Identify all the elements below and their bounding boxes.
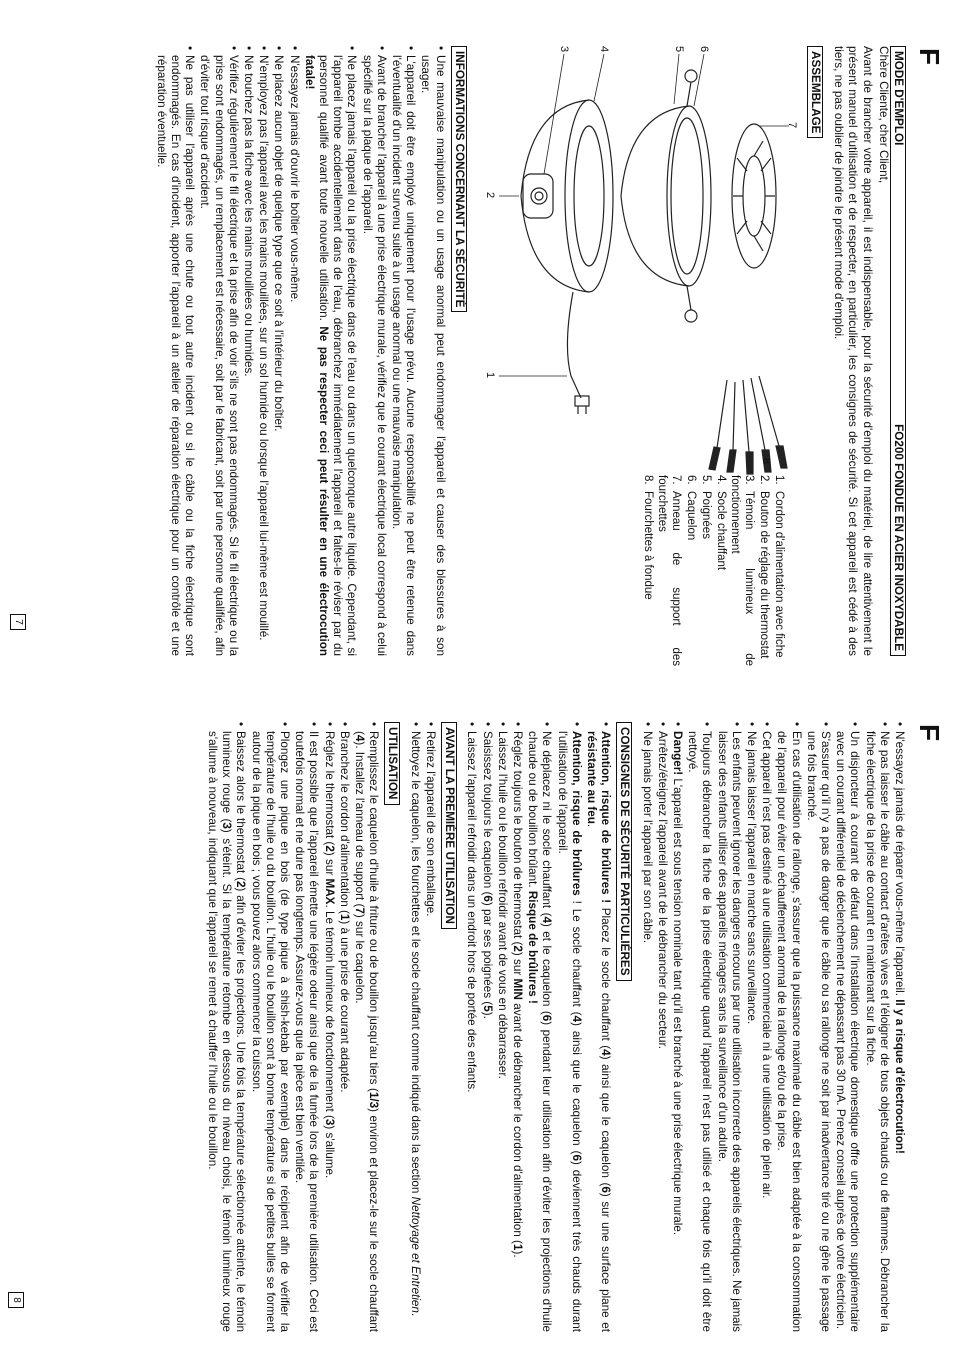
safety-warning-bold: Ne pas respecter ceci peut résulter en une électrocution fatale! — [302, 55, 330, 657]
safety-continued-list — [639, 722, 906, 1332]
safety-item: • Danger! L'appareil est sous tension nominale tant qu'il est branché à une prise électrique murale. — [670, 722, 684, 1332]
safety-item: • Cet appareil n'est pas destiné à une utilisation commerciale ni à une utilisation de plein air. — [759, 722, 773, 1332]
safety-item: • Un disjoncteur à courant de défaut dans l'installation électrique domestique offre une protection supplémentaire avec un courant différentiel de déclenchement ne dépassant pas 30 mA. Prenez conseil auprès de votre électricien. — [833, 722, 861, 1332]
first-use-item: • Retirez l'appareil de son emballage. — [423, 722, 437, 1332]
safety-item: • Avant de brancher l'appareil à une prise électrique murale, vérifiez que le courant électrique local correspond à celui spécifié sur la plaque de l'appareil. — [359, 46, 387, 656]
special-safety-list — [464, 722, 612, 1332]
callout-7: 7 — [785, 122, 798, 129]
safety-item: • Les enfants peuvent ignorer les dangers encourus par une utilisation incorrecte des appareils électriques. Ne jamais laisser des enfants utiliser des appareils ménagers sans la surveillance d'un adulte. — [714, 722, 742, 1332]
safety-item: • S'assurer qu'il n'y a pas de danger que le câble ou sa rallonge ne soit par inadvertance tiré ou ne gêne le passage une fois branché. — [804, 722, 832, 1332]
callout-2: 2 — [483, 192, 496, 199]
usage-item: • Plongez une pique en bois (de type pique à shish-kebab par exemple) dans le récipient afin de vérifier la température de l'huile ou du bouillon. L'huile ou le bouillon sont à bonne température si de petites bulles se forment autour de la pique en bois ; vous pouvez alors commencer la cuisson. — [248, 722, 291, 1332]
usage-item: • Baissez alors le thermostat (2) afin d'éviter les projections. Une fois la température sélectionnée atteinte, le témoin lumineux rouge (3) s'éteint. Si la température retombe en dessous du niveau choisi, le témoin lumineux rouge s'allume à nouveau, indiquant que l'appareil se remet à chauffer l'huile ou le bouillon. — [205, 722, 248, 1332]
safety-title: INFORMATIONS CONCERNANT LA SÉCURITÉ — [451, 46, 467, 312]
part-item: 4.Socle chauffant — [714, 475, 727, 571]
special-item: • Ne déplacez ni le socle chauffant (4) et le caquelon (6) pendant leur utilisation afin d'éviter les projections d'huile chaude ou de bouillon brûlant. Risque de brûlures ! — [525, 722, 553, 1332]
intro-greeting: Chère Cliente, cher Client, — [876, 46, 890, 184]
first-use-item: • Nettoyez le caquelon, les fourchettes et le socle chauffant comme indiqué dans la section Nettoyage et Entretien. — [408, 722, 422, 1332]
svg-text:F: F — [914, 724, 945, 742]
fork-ring-shape — [732, 124, 776, 268]
assembly-title: ASSEMBLAGE — [807, 46, 823, 138]
usage-title: UTILISATION — [384, 722, 400, 805]
usage-list — [205, 722, 380, 1332]
safety-item: • N'essayez jamais d'ouvrir le boîtier vous-même. — [286, 46, 300, 656]
safety-item: • Ne jamais laisser l'appareil en marche sans surveillance. — [744, 722, 758, 1332]
language-f-icon — [914, 46, 945, 72]
manual-header — [890, 46, 906, 656]
part-item: 2.Bouton de réglage du thermostat — [757, 475, 770, 659]
part-item: 3.Témoin lumineux de fonctionnement — [729, 475, 756, 666]
safety-item: • L'appareil doit être employé uniquement pour l'usage prévu. Aucune responsabilité ne peut être retenue dans l'éventualité d'un incident survenu suite à un usage anormal ou une mauvaise manipulation. — [389, 46, 417, 656]
safety-item: • Arrêtez/éteignez l'appareil avant de le débrancher du secteur. — [655, 722, 669, 1332]
page-7-content — [153, 46, 906, 666]
special-item: • Attention, risque de brûlures ! Placez le socle chauffant (4) ainsi que le caquelon (6) sur une surface plane et résistante au feu. — [584, 722, 612, 1332]
callout-4: 4 — [597, 46, 610, 53]
part-item: 6.Caquelon — [685, 475, 697, 541]
safety-item: • En cas d'utilisation de rallonge, s'assurer que la puissance maximale du câble est bien adaptée à la consommation de l'appareil pour éviter un échauffement anormal de la rallonge et/ou de la prise. — [774, 722, 802, 1332]
safety-item: • Ne placez jamais l'appareil ou la prise électrique dans de l'eau ou dans un quelconque autre liquide. Cependant, si l'appareil tombe accidentellement dans de l'eau, débranchez immédiatement l'appareil et faites-le réviser par du personnel qualifié avant toute nouvelle utilisation. Ne pas respecter ceci peut résulter en une électrocution fatale! — [302, 46, 359, 656]
part-item: 8.Fourchettes à fondue — [641, 475, 654, 600]
callout-3: 3 — [557, 46, 570, 53]
safety-item: • Une mauvaise manipulation ou un usage anormal peut endommager l'appareil et causer des blessures à son usager. — [418, 46, 446, 656]
usage-item: • Remplissez le caquelon d'huile à friture ou de bouillon jusqu'au tiers (1/3) environ et placez-le sur le socle chauffant (4). Installez l'anneau de support (7) sur le caquelon. — [352, 722, 380, 1332]
special-item: • Attention, risque de brûlures ! Le socle chauffant (4) ainsi que le caquelon (6) deviennent très chauds durant l'utilisation de l'appareil. — [554, 722, 582, 1332]
page-7 — [0, 0, 954, 675]
safety-item: • N'essayez jamais de réparer vous-même l'appareil. Il y a risque d'électrocution! — [892, 722, 906, 1332]
special-item: • Saisissez toujours le caquelon (6) par ses poignées (5). — [479, 722, 493, 1332]
safety-item: • Ne pas utiliser l'appareil après une chute ou tout autre incident ou si le câble ou la fiche électrique sont endommagés. En cas d'incident, apporter l'appareil à un atelier de réparation électrique pour un contrôle et une réparation éventuelle. — [154, 46, 197, 656]
safety-list — [154, 46, 447, 656]
usage-item: • Il est possible que l'appareil émette une légère odeur ainsi que de la fumée lors de la première utilisation. Ceci est toutefois normal et ne dure pas longtemps. Assurez-vous que la pièce est bien ventilée. — [292, 722, 320, 1332]
special-item: • Réglez toujours le bouton de thermostat (2) sur MIN avant de débrancher le cordon d'alimentation (1). — [510, 722, 524, 1332]
fondue-exploded-diagram — [479, 46, 799, 466]
page-number-8: 8 — [8, 1292, 24, 1308]
callout-6: 6 — [697, 46, 710, 53]
special-item: • Laissez l'appareil refroidir dans un endroit hors de portée des enfants. — [464, 722, 478, 1332]
mode-emploi-title: MODE D'EMPLOI — [892, 51, 905, 146]
page-8-content — [204, 722, 906, 1332]
first-use-list — [408, 722, 437, 1332]
safety-item: • Vérifiez régulièrement le fil électrique et la prise afin de voir s'ils ne sont pas endommagés. Si le fil électrique ou la prise sont endommagés, un remplacement est nécessaire, soit par le fabricant, soit par une personne qualifiée, afin d'éviter tout risque d'accident. — [197, 46, 240, 656]
safety-item: • Ne placez aucun objet de quelque type que ce soit à l'intérieur du boîtier. — [271, 46, 285, 656]
page-8 — [0, 676, 954, 1351]
intro-text: Avant de brancher votre appareil, il est indispensable, pour la sécurité d'emploi du matériel, de lire attentivement le présent manuel d'utilisation et de respecter, en particulier, les consignes de sécurité. Si cet appareil est cédé à des tiers, ne pas oublier de joindre le présent mode d'emploi. — [832, 46, 874, 656]
special-item: • Laissez l'huile ou le bouillon refroidir avant de vous en débarrasser. — [495, 722, 509, 1332]
fondue-pot-shape — [621, 70, 711, 322]
usage-item: • Branchez le cordon d'alimentation (1) à une prise de courant adaptée. — [337, 722, 351, 1332]
special-safety-title: CONSIGNES DE SÉCURITÉ PARTICULIÈRES — [616, 722, 632, 981]
assembly-section — [479, 46, 799, 666]
usage-item: • Réglez le thermostat (2) sur MAX. Le témoin lumineux de fonctionnement (3) s'allume. — [321, 722, 335, 1332]
parts-list — [639, 466, 785, 666]
safety-item: • N'employez pas l'appareil avec les mains mouillées, sur un sol humide ou lorsque l'appareil lui-même est mouillé. — [256, 46, 270, 656]
part-item: 7.Anneau de support des fourchettes — [656, 475, 683, 666]
part-item: 1.Cordon d'alimentation avec fiche — [772, 475, 785, 658]
fondue-forks-shape — [709, 376, 787, 474]
safety-item: • Ne touchez pas la fiche avec les mains mouillées ou humides. — [241, 46, 255, 656]
callout-5: 5 — [672, 46, 685, 53]
language-f-icon — [914, 722, 945, 748]
danger-label: Danger! — [670, 731, 684, 776]
svg-text:F: F — [914, 48, 945, 66]
page-number-7: 7 — [10, 614, 26, 630]
safety-item: • Ne pas laisser le câble au contact d'arêtes vives et l'éloigner de tous objets chauds ou de flammes. Débrancher la fiche électrique de la prise de courant en maintenant sur la fiche. — [862, 722, 890, 1332]
safety-item: • Toujours débrancher la fiche de la prise électrique quand l'appareil n'est pas utilisé et chaque fois qu'il doit être nettoyé. — [685, 722, 713, 1332]
callout-8: 8 — [759, 458, 772, 465]
callout-1: 1 — [483, 372, 496, 379]
safety-item: • Ne jamais porter l'appareil par son câble. — [639, 722, 653, 1332]
heating-base-shape — [521, 100, 613, 414]
part-item: 5.Poignées — [699, 475, 712, 539]
product-title: FO200 FONDUE EN ACIER INOXYDABLE — [892, 424, 905, 651]
first-use-title: AVANT LA PREMIÈRE UTILISATION — [441, 722, 457, 929]
